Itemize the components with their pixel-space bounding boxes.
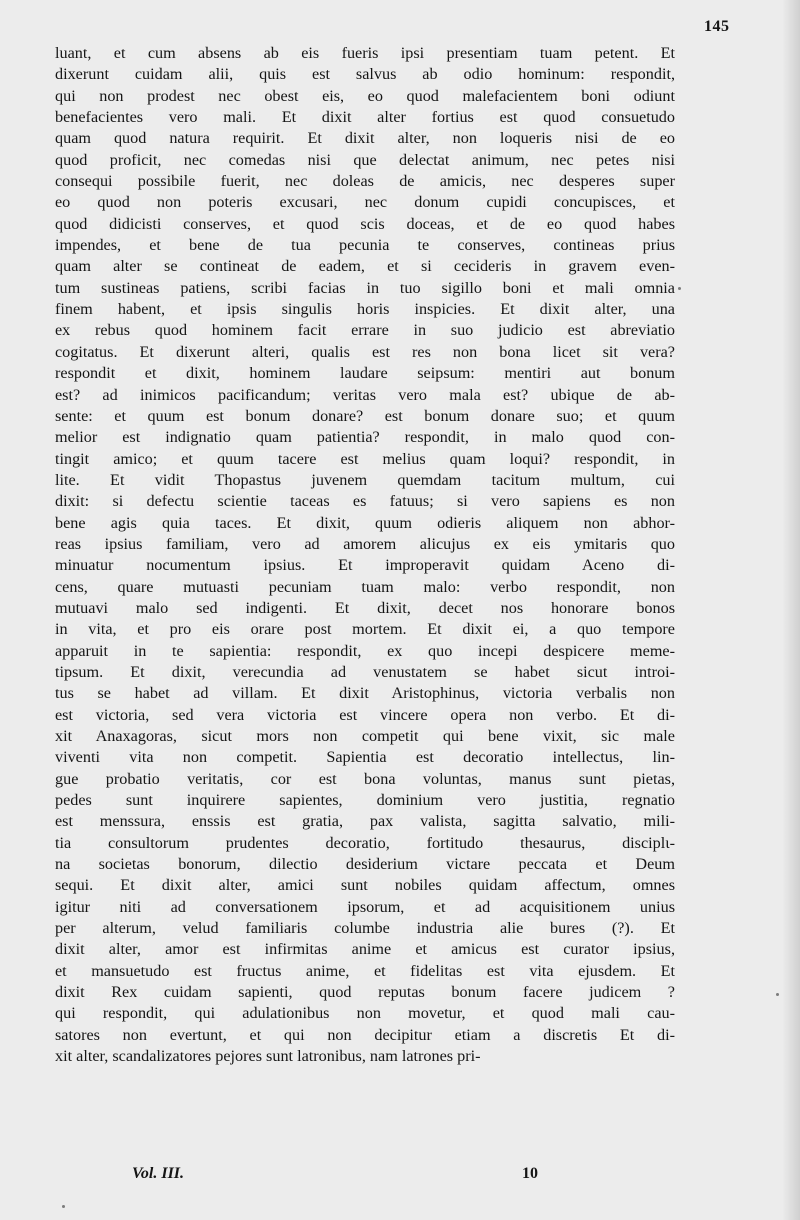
text-line: ex rebus quod hominem facit errare in suo judicio est abreviatio: [55, 321, 675, 340]
text-line: est? ad inimicos pacificandum; veritas vero mala est? ubique de ab-: [55, 385, 675, 404]
text-line: sente: et quum est bonum donare? est bonum donare suo; et quum: [55, 406, 675, 425]
text-line: finem habent, et ipsis singulis horis inspicies. Et dixit alter, una: [55, 300, 675, 319]
page-edge-shadow: [782, 0, 800, 1220]
text-line: cens, quare mutuasti pecuniam tuam malo: verbo respondit, non: [55, 577, 675, 596]
text-line: dixit alter, amor est infirmitas anime et amicus est curator ipsius,: [55, 940, 675, 959]
text-line: gue probatio veritatis, cor est bona voluntas, manus sunt pietas,: [55, 769, 675, 788]
print-speck: [776, 993, 779, 996]
print-speck: [678, 287, 681, 290]
text-line: tipsum. Et dixit, verecundia ad venustatem se habet sicut introi-: [55, 662, 675, 681]
text-line: tingit amico; et quum tacere est melius quam loqui? respondit, in: [55, 449, 675, 468]
text-line: xit alter, scandalizatores pejores sunt latronibus, nam latrones pri-: [55, 1047, 481, 1066]
text-line: viventi vita non competit. Sapientia est decoratio intellectus, lin-: [55, 748, 675, 767]
text-line: respondit et dixit, hominem laudare seipsum: mentiri aut bonum: [55, 364, 675, 383]
text-line: cogitatus. Et dixerunt alteri, qualis est res non bona licet sit vera?: [55, 342, 675, 361]
text-line: et mansuetudo est fructus anime, et fidelitas est vita ejusdem. Et: [55, 961, 675, 980]
page-number: 145: [704, 18, 730, 35]
text-line: est menssura, enssis est gratia, pax valista, sagitta salvatio, mili-: [55, 812, 675, 831]
text-line: dixit Rex cuidam sapienti, quod reputas bonum facere judicem ?: [55, 983, 675, 1002]
volume-label: Vol. III.: [132, 1165, 185, 1182]
text-line: quod didicisti conserves, et quod scis doceas, et de eo quod habes: [55, 214, 675, 233]
text-line: quam alter se contineat de eadem, et si cecideris in gravem even-: [55, 257, 675, 276]
text-line: qui respondit, qui adulationibus non movetur, et quod mali cau-: [55, 1004, 675, 1023]
text-line: impendes, et bene de tua pecunia te conserves, contineas prius: [55, 236, 675, 255]
text-line: tum sustineas patiens, scribi facias in tuo sigillo boni et mali omnia: [55, 278, 675, 297]
text-line: quod proficit, nec comedas nisi que delectat animum, nec petes nisi: [55, 150, 675, 169]
text-line: consequi possibile fuerit, nec doleas de amicis, nec desperes super: [55, 172, 675, 191]
page-footer: [0, 1165, 800, 1195]
text-line: dixerunt cuidam alii, quis est salvus ab odio hominum: respondit,: [55, 65, 675, 84]
text-line: sequi. Et dixit alter, amici sunt nobiles quidam affectum, omnes: [55, 876, 675, 895]
text-line: in vita, et pro eis orare post mortem. Et dixit ei, a quo tempore: [55, 620, 675, 639]
text-line: igitur niti ad conversationem ipsorum, et ad acquisitionem unius: [55, 897, 675, 916]
text-line: benefacientes vero mali. Et dixit alter fortius est quod consuetudo: [55, 108, 675, 127]
text-line: est victoria, sed vera victoria est vincere opera non verbo. Et di-: [55, 705, 675, 724]
text-line: na societas bonorum, dilectio desiderium victare peccata et Deum: [55, 855, 675, 874]
text-line: minuatur nocumentum ipsius. Et improperavit quidam Aceno di-: [55, 556, 675, 575]
text-line: pedes sunt inquirere sapientes, dominium vero justitia, regnatio: [55, 791, 675, 810]
text-line: bene agis quia taces. Et dixit, quum odieris aliquem non abhor-: [55, 513, 675, 532]
text-line: tus se habet ad villam. Et dixit Aristophinus, victoria verbalis non: [55, 684, 675, 703]
text-line: dixit: si defectu scientie taceas es fatuus; si vero sapiens es non: [55, 492, 675, 511]
text-line: tia consultorum prudentes decoratio, fortitudo thesaurus, disciplι-: [55, 833, 675, 852]
signature-mark: 10: [522, 1165, 538, 1182]
text-line: reas ipsius familiam, vero ad amorem alicujus ex eis ymitaris quo: [55, 534, 675, 553]
text-line: lite. Et vidit Thopastus juvenem quemdam tacitum multum, cui: [55, 470, 675, 489]
main-text: [55, 43, 675, 1068]
print-speck: [62, 1205, 65, 1208]
text-line: satores non evertunt, et qui non decipitur etiam a discretis Et di-: [55, 1025, 675, 1044]
text-line: per alterum, velud familiaris columbe industria alie bures (?). Et: [55, 919, 675, 938]
text-line: xit Anaxagoras, sicut mors non competit qui bene vixit, sic male: [55, 727, 675, 745]
text-line: qui non prodest nec obest eis, eo quod malefacientem boni odiunt: [55, 86, 675, 105]
text-line: apparuit in te sapientia: respondit, ex quo incepi despicere meme-: [55, 641, 675, 660]
text-line: quam quod natura requirit. Et dixit alter, non loqueris nisi de eo: [55, 129, 675, 148]
text-line: luant, et cum absens ab eis fueris ipsi presentiam tuam petent. Et: [55, 44, 675, 62]
text-line: eo quod non poteris excusari, nec donum cupidi concupisces, et: [55, 193, 675, 212]
text-line: mutuavi malo sed indigenti. Et dixit, decet nos honorare bonos: [55, 598, 675, 617]
text-line: melior est indignatio quam patientia? respondit, in malo quod con-: [55, 428, 675, 447]
